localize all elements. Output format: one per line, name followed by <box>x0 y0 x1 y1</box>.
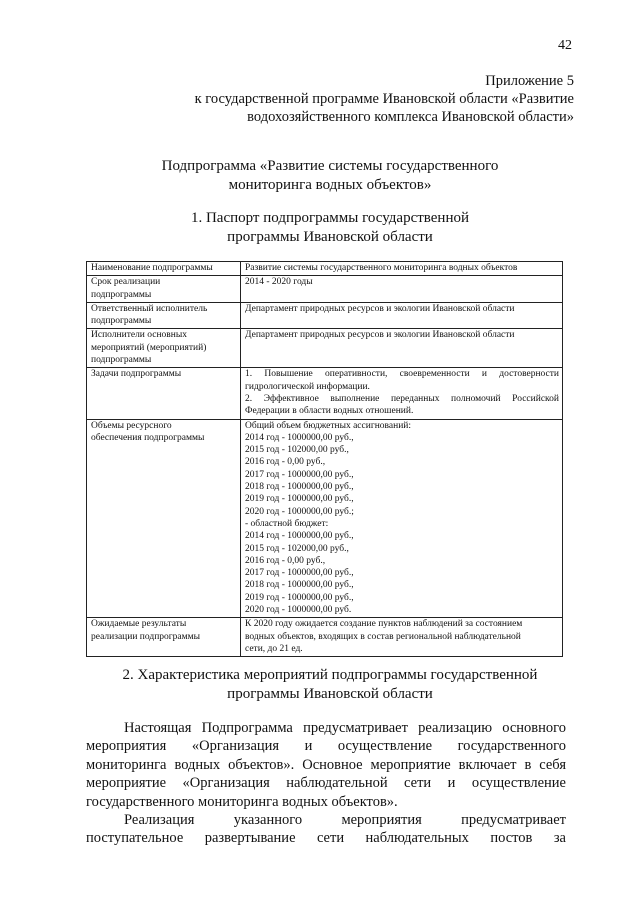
table-row-funding <box>87 419 563 618</box>
table-row-results <box>87 618 563 657</box>
row-value: К 2020 году ожидается создание пунктов наблюдений за состоянием водных объектов, входящих в состав региональной наблюдательной сети, до 21 ед. <box>241 618 563 657</box>
row-label: Ожидаемые результаты реализации подпрограммы <box>87 618 241 657</box>
row-value: 1. Повышение оперативности, своевременности и достоверности гидрологической информации. 2. Эффективное выполнение переданных полномочий Российской Федерации в области водных отношений. <box>241 368 563 419</box>
table-row-tasks <box>87 368 563 419</box>
heading-line: программы Ивановской области <box>227 229 433 245</box>
row-value: Департамент природных ресурсов и экологии Ивановской области <box>241 329 563 368</box>
table-row-name <box>87 262 563 276</box>
row-label: Наименование подпрограммы <box>87 262 241 276</box>
appendix-line: к государственной программе Ивановской области «Развитие <box>194 91 574 107</box>
paragraph-line: поступательное развертывание сети наблюдательных постов за <box>86 830 566 847</box>
row-label: Объемы ресурсного обеспечения подпрограммы <box>87 419 241 618</box>
passport-table <box>86 261 563 657</box>
appendix-line: Приложение 5 <box>485 73 574 89</box>
passport-heading <box>60 209 600 247</box>
body-text <box>86 719 566 848</box>
row-value: Развитие системы государственного мониторинга водных объектов <box>241 262 563 276</box>
heading-line: 2. Характеристика мероприятий подпрограммы государственной <box>122 667 538 683</box>
row-label: Срок реализации подпрограммы <box>87 276 241 303</box>
row-value: 2014 - 2020 годы <box>241 276 563 303</box>
table-row-responsible <box>87 302 563 329</box>
page-number: 42 <box>558 38 572 53</box>
subprogram-title <box>60 157 600 195</box>
paragraph-line: мероприятия «Организация и осуществление государственного <box>86 738 566 755</box>
heading-line: 1. Паспорт подпрограммы государственной <box>190 210 470 226</box>
table-row-executors <box>87 329 563 368</box>
title-line: Подпрограмма «Развитие системы государственного <box>161 158 499 174</box>
appendix-header <box>104 72 574 126</box>
paragraph-line: государственного мониторинга водных объектов». <box>86 793 398 810</box>
title-line: мониторинга водных объектов» <box>228 177 432 193</box>
paragraph-line: Настоящая Подпрограмма предусматривает реализацию основного <box>124 720 566 736</box>
row-label: Исполнители основных мероприятий (мероприятий) подпрограммы <box>87 329 241 368</box>
table-row-term <box>87 276 563 303</box>
section2-heading <box>60 666 600 704</box>
row-label: Ответственный исполнитель подпрограммы <box>87 302 241 329</box>
paragraph-line: мероприятие «Организация наблюдательной сети и осуществление <box>86 775 566 792</box>
paragraph-line: мониторинга водных объектов». Основное мероприятие включает в себя <box>86 756 566 773</box>
row-label: Задачи подпрограммы <box>87 368 241 419</box>
appendix-line: водохозяйственного комплекса Ивановской области» <box>247 109 574 125</box>
heading-line: программы Ивановской области <box>227 686 433 702</box>
paragraph-line: Реализация указанного мероприятия предусматривает <box>124 812 566 829</box>
row-value: Департамент природных ресурсов и экологии Ивановской области <box>241 302 563 329</box>
row-value: Общий объем бюджетных ассигнований: 2014 год - 1000000,00 руб., 2015 год - 102000,00 руб., 2016 год - 0,00 руб., 2017 год - 1000000,00 руб., 2018 год - 1000000,00 руб., 2019 год - 1000000,00 руб., 2020 год - 1000000,00 руб.; - областной бюджет: 2014 год - 1000000,00 руб., 2015 год - 102000,00 руб., 2016 год - 0,00 руб., 2017 год - 1000000,00 руб., 2018 год - 1000000,00 руб., 2019 год - 1000000,00 руб., 2020 год - 1000000,00 руб. <box>241 419 563 618</box>
